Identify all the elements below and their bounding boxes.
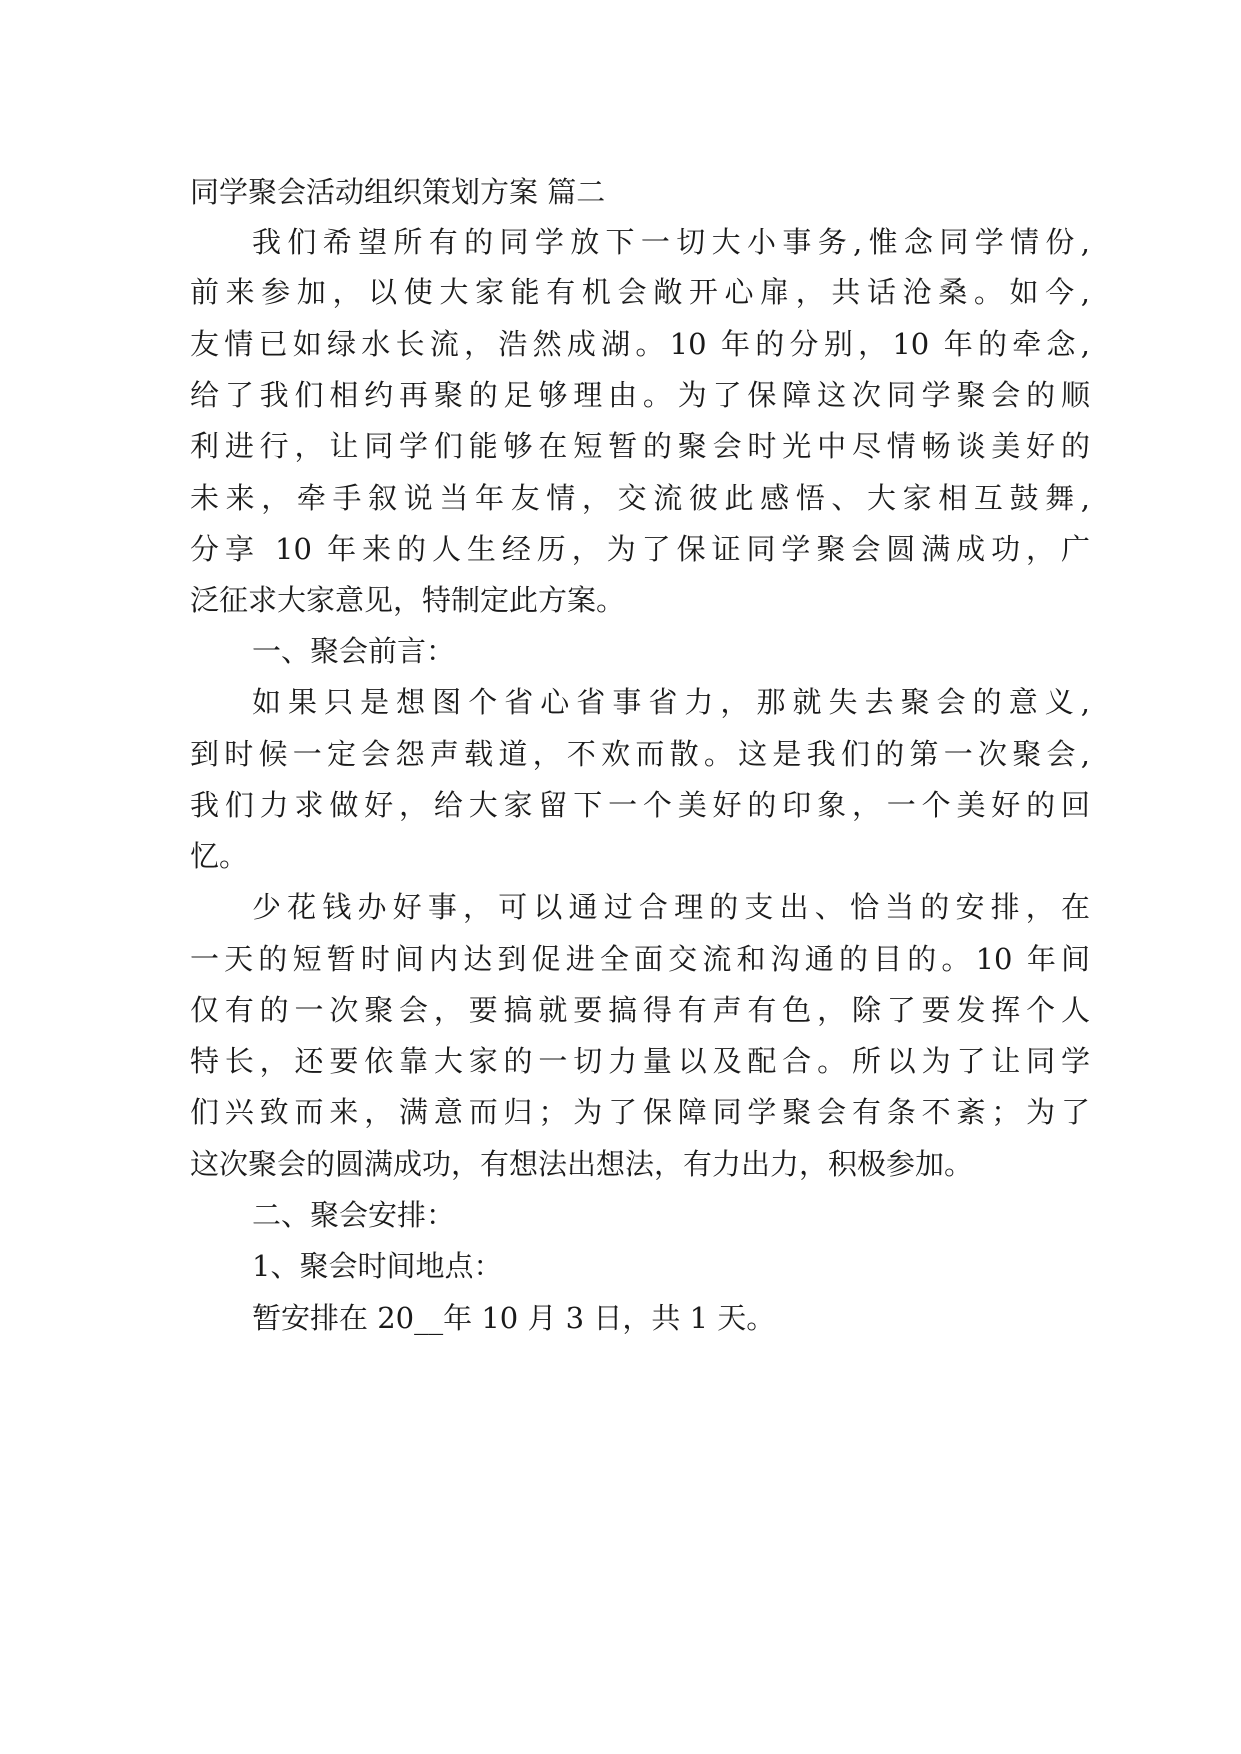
section1-para2-line-6: 这次聚会的圆满成功，有想法出想法，有力出力，积极参加。 (190, 1147, 974, 1181)
intro-line-1: 我们希望所有的同学放下一切大小事务,惟念同学情份, (252, 225, 1090, 259)
intro-line-7: 分享 10 年来的人生经历，为了保证同学聚会圆满成功，广 (190, 532, 1090, 566)
document-title: 同学聚会活动组织策划方案 篇二 (190, 175, 606, 209)
section1-para1-line-2: 到时候一定会怨声载道，不欢而散。这是我们的第一次聚会, (190, 737, 1090, 771)
section1-para1-line-1: 如果只是想图个省心省事省力，那就失去聚会的意义, (252, 685, 1090, 719)
section1-para2-line-3: 仅有的一次聚会，要搞就要搞得有声有色，除了要发挥个人 (190, 993, 1090, 1027)
intro-line-4: 给了我们相约再聚的足够理由。为了保障这次同学聚会的顺 (190, 378, 1090, 412)
section1-para1-line-3: 我们力求做好，给大家留下一个美好的印象，一个美好的回 (190, 788, 1090, 822)
item1-text: 暂安排在 20__年 10 月 3 日，共 1 天。 (252, 1301, 776, 1335)
section1-para1-line-4: 忆。 (190, 839, 249, 873)
section1-para2-line-4: 特长，还要依靠大家的一切力量以及配合。所以为了让同学 (190, 1044, 1090, 1078)
intro-line-6: 未来，牵手叙说当年友情，交流彼此感悟、大家相互鼓舞, (190, 481, 1090, 515)
intro-line-8: 泛征求大家意见，特制定此方案。 (190, 583, 626, 617)
item1-heading: 1、聚会时间地点： (252, 1249, 503, 1283)
section1-heading: 一、聚会前言： (252, 634, 456, 668)
section1-para2-line-2: 一天的短暂时间内达到促进全面交流和沟通的目的。10 年间 (190, 942, 1090, 976)
intro-line-3: 友情已如绿水长流，浩然成湖。10 年的分别，10 年的牵念, (190, 327, 1090, 361)
section1-para2-line-1: 少花钱办好事，可以通过合理的支出、恰当的安排，在 (252, 890, 1090, 924)
section2-heading: 二、聚会安排： (252, 1198, 456, 1232)
intro-line-5: 利进行，让同学们能够在短暂的聚会时光中尽情畅谈美好的 (190, 429, 1090, 463)
intro-line-2: 前来参加，以使大家能有机会敞开心扉，共话沧桑。如今, (190, 275, 1090, 309)
section1-para2-line-5: 们兴致而来，满意而归；为了保障同学聚会有条不紊；为了 (190, 1095, 1090, 1129)
